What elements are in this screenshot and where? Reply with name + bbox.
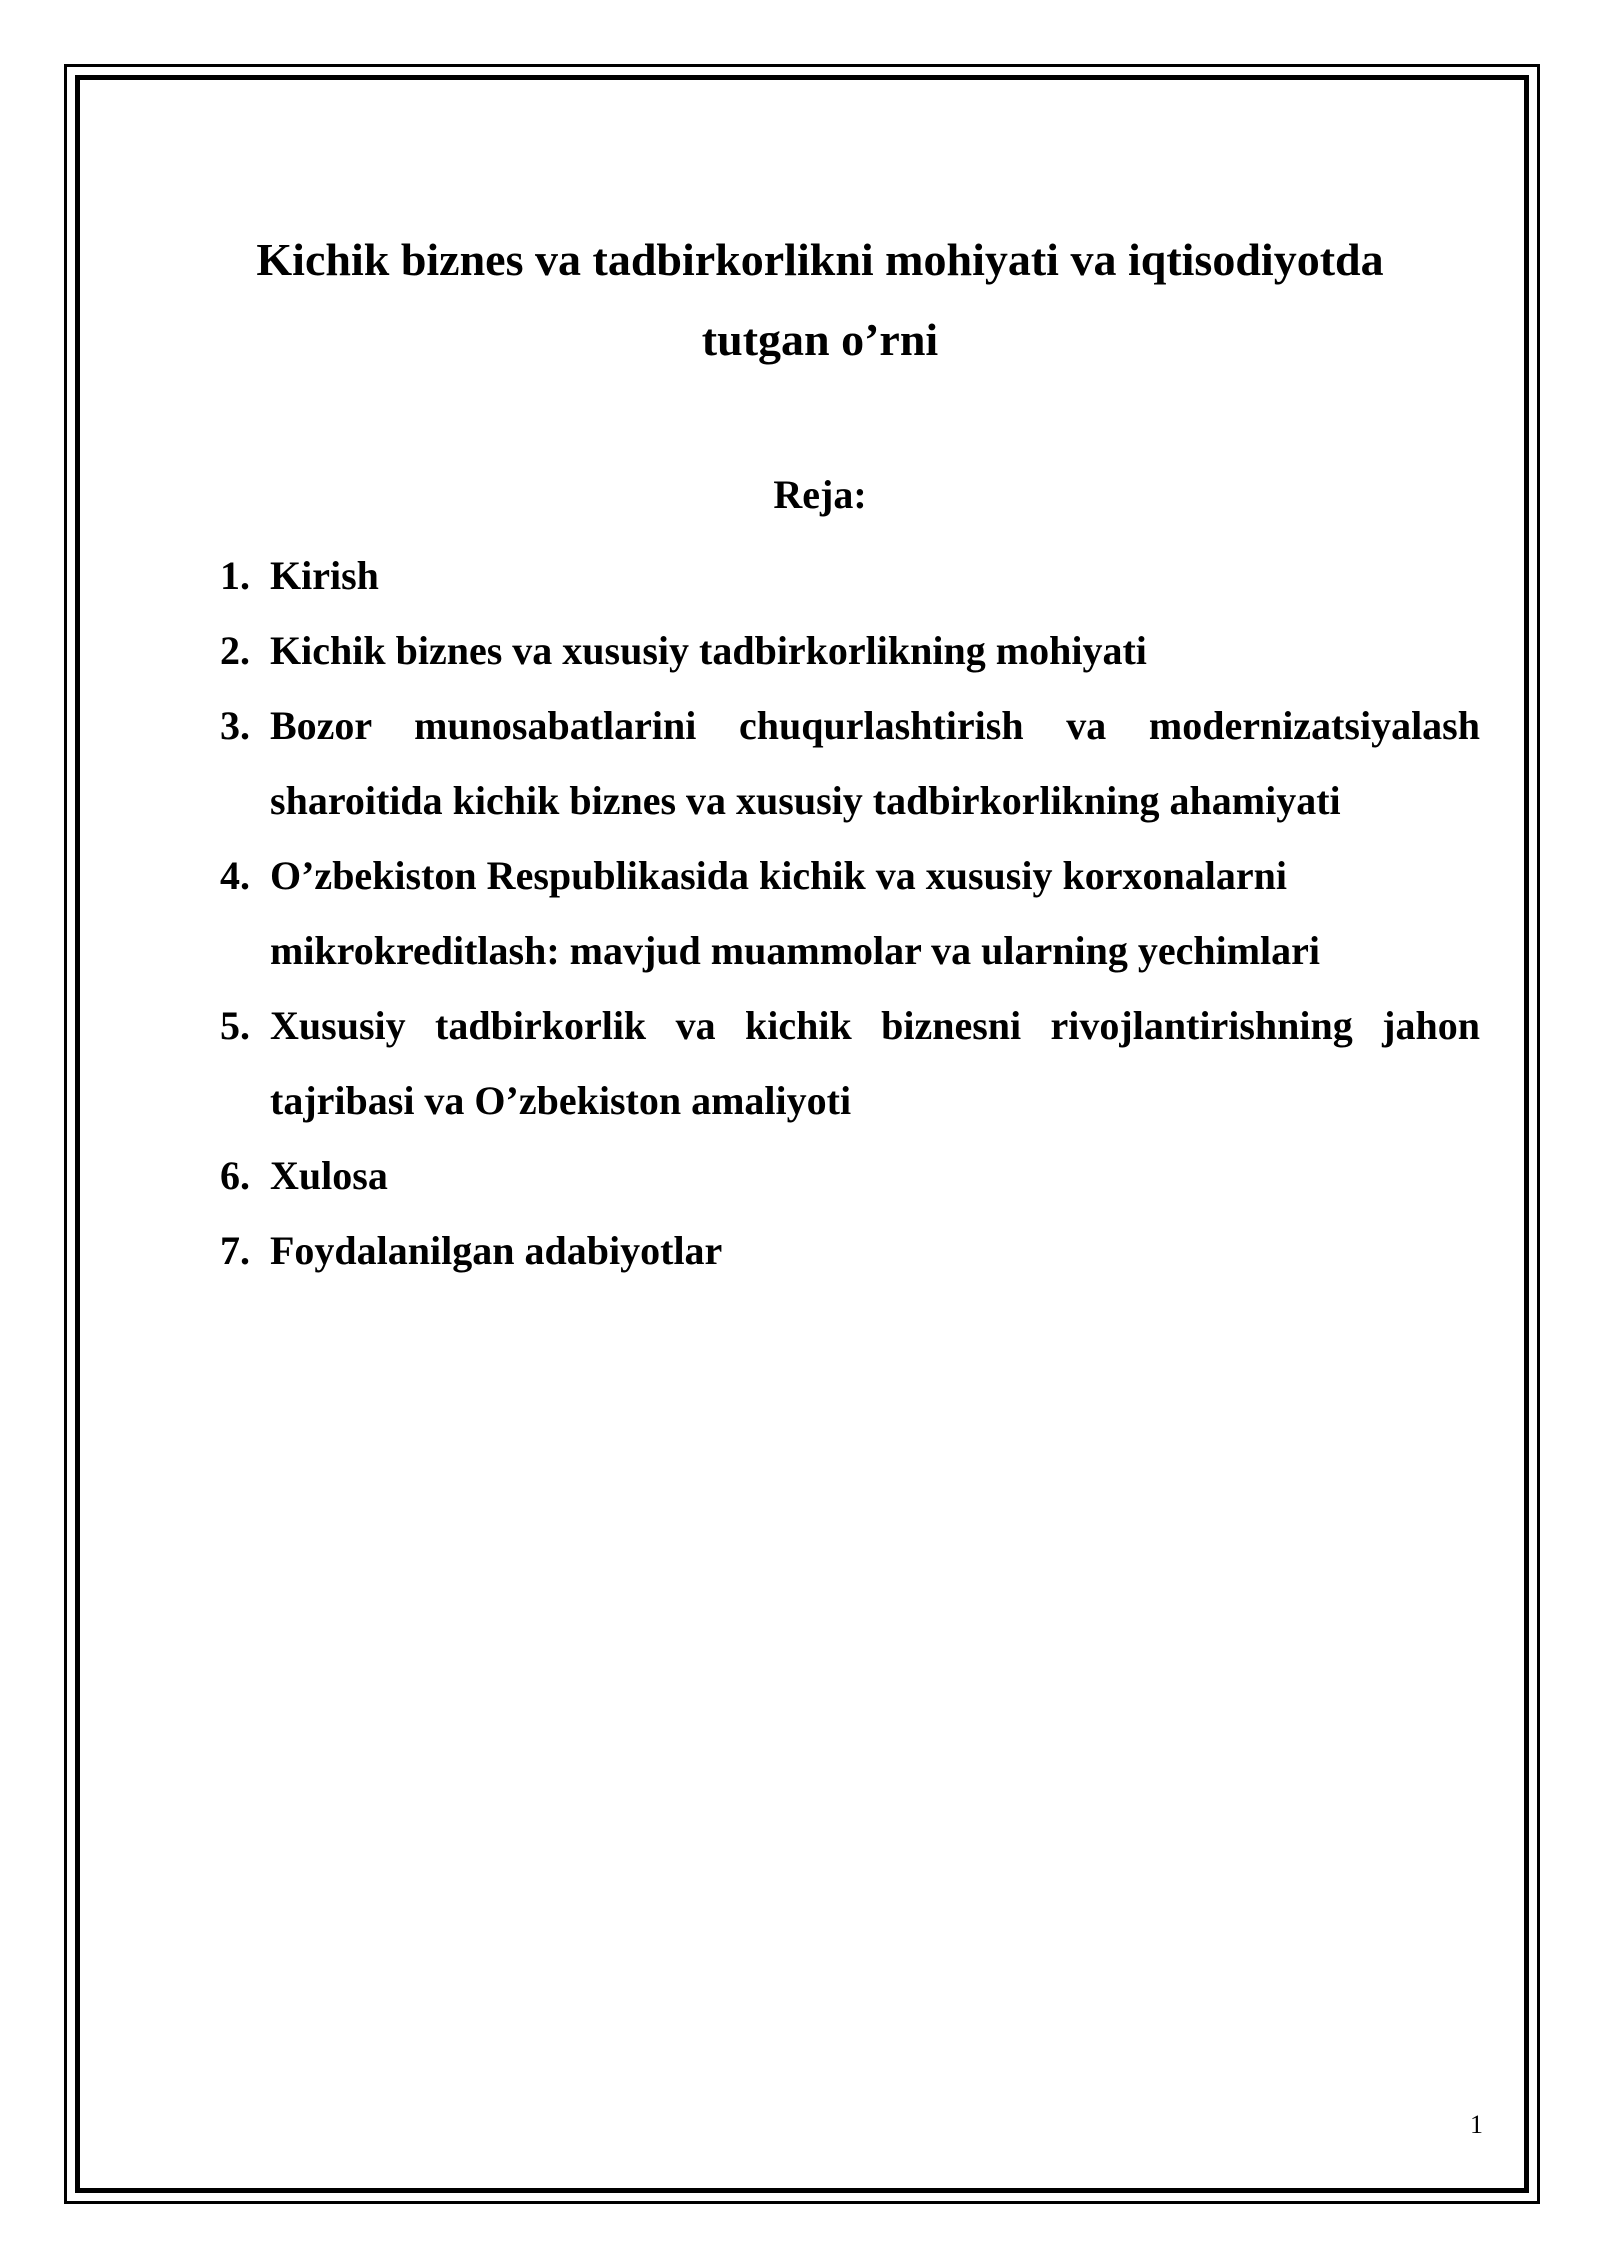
plan-item-text: Kirish [270, 553, 379, 598]
plan-item-3 [220, 688, 1480, 838]
plan-item-text: O’zbekiston Respublikasida kichik va xususiy korxonalarni [270, 853, 1287, 898]
plan-item-text-continued: tajribasi va O’zbekiston amaliyoti [270, 1078, 852, 1123]
plan-item-number: 4. [220, 853, 250, 898]
plan-item-text: Xususiy tadbirkorlik va kichik biznesni rivojlantirishning jahon [270, 1003, 1480, 1048]
plan-item-2 [220, 613, 1480, 688]
plan-item-text: Kichik biznes va xususiy tadbirkorlikning mohiyati [270, 628, 1147, 673]
plan-item-7 [220, 1213, 1480, 1288]
plan-item-6 [220, 1138, 1480, 1213]
plan-heading: Reja: [773, 472, 867, 517]
page-number: 1 [1470, 2110, 1483, 2139]
plan-item-number: 5. [220, 1003, 250, 1048]
document-title-line-1: Kichik biznes va tadbirkorlikni mohiyati va iqtisodiyotda [256, 234, 1384, 285]
plan-item-text-continued: sharoitida kichik biznes va xususiy tadbirkorlikning ahamiyati [270, 778, 1341, 823]
plan-item-text: Xulosa [270, 1153, 388, 1198]
document-title [180, 220, 1460, 380]
plan-item-4 [220, 838, 1480, 988]
plan-item-text: Foydalanilgan adabiyotlar [270, 1228, 723, 1273]
plan-list [220, 538, 1480, 1288]
plan-item-number: 3. [220, 703, 250, 748]
document-title-line-2: tutgan o’rni [701, 314, 939, 365]
plan-item-1 [220, 538, 1480, 613]
plan-item-number: 6. [220, 1153, 250, 1198]
plan-item-text: Bozor munosabatlarini chuqurlashtirish va modernizatsiyalash [270, 703, 1480, 748]
plan-item-text-continued: mikrokreditlash: mavjud muammolar va ularning yechimlari [270, 928, 1321, 973]
plan-item-number: 1. [220, 553, 250, 598]
plan-item-5 [220, 988, 1480, 1138]
plan-item-number: 7. [220, 1228, 250, 1273]
plan-item-number: 2. [220, 628, 250, 673]
